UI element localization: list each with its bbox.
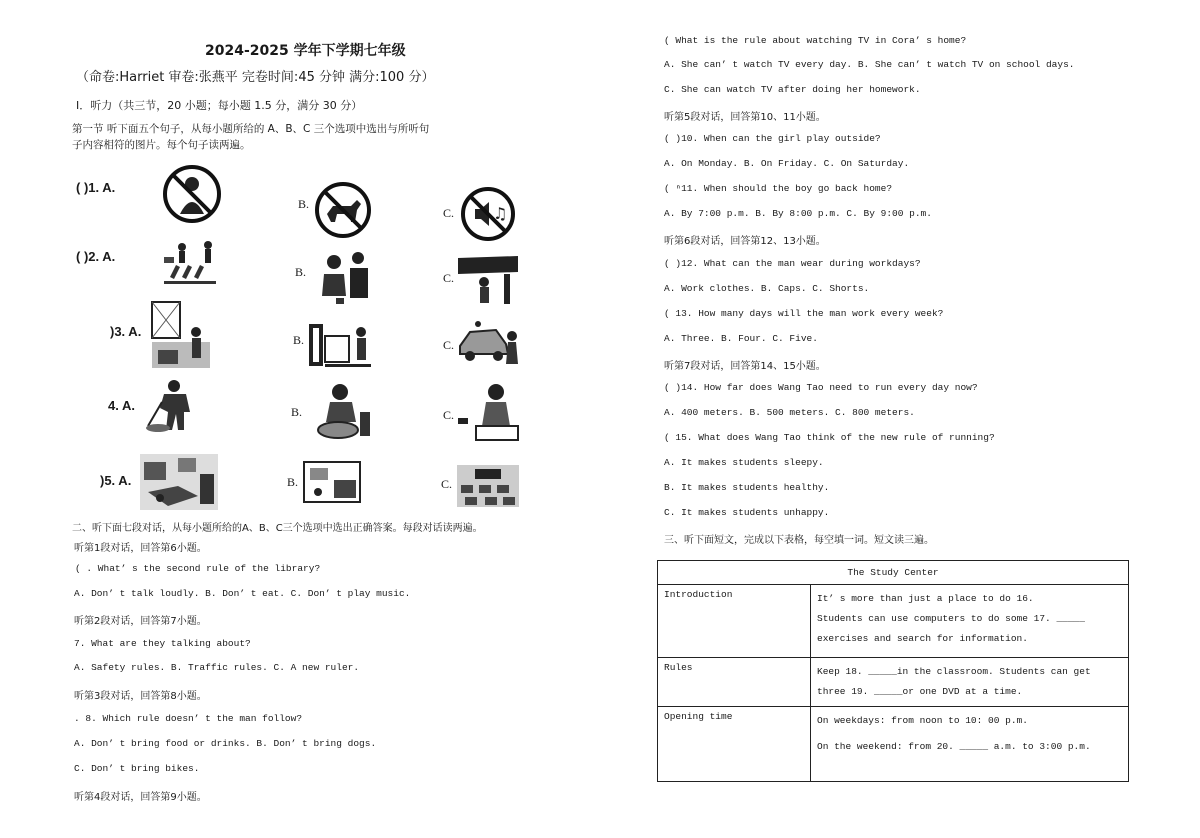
- part1-heading: I．听力（共三节，20 小题；每小题 1.5 分，满分 30 分）: [76, 99, 363, 112]
- table-row-label: Rules: [658, 657, 811, 706]
- table-row: [658, 585, 1129, 658]
- dialogue-5-instruction: 听第5段对话，回答第10、11小题。: [664, 112, 826, 123]
- question-1-label: ( )1. A.: [76, 180, 116, 195]
- study-center-table: [657, 560, 1129, 782]
- table-line: On the weekend: from 20. _____ a.m. to 3:00 p.m.: [817, 741, 1091, 753]
- question-9-option-c: C. She can watch TV after doing her homework.: [664, 84, 921, 95]
- svg-text:♫: ♫: [493, 204, 508, 223]
- question-3-option-b: B.: [293, 333, 305, 347]
- question-6-options: A. Don’ t talk loudly. B. Don’ t eat. C. Don’ t play music.: [74, 588, 411, 599]
- question-2-option-c: C.: [443, 271, 455, 285]
- question-1-option-c: C.: [443, 206, 455, 220]
- table-line: three 19. _____or one DVD at a time.: [817, 685, 1023, 697]
- question-7: 7. What are they talking about?: [74, 638, 251, 649]
- question-5-label: )5. A.: [100, 473, 132, 488]
- no-dogs-sign-icon: [313, 180, 373, 240]
- messy-room-icon: [138, 452, 220, 512]
- no-music-sign-icon: [459, 185, 517, 243]
- question-4-option-b: B.: [291, 405, 303, 419]
- section1-instruction-line1: 第一节 听下面五个句子，从每小题所给的 A、B、C 三个选项中选出与所听句: [72, 123, 430, 135]
- dialogue-7-instruction: 听第7段对话，回答第14、15小题。: [664, 361, 826, 372]
- question-12-options: A. Work clothes. B. Caps. C. Shorts.: [664, 283, 870, 294]
- table-line: It’ s more than just a place to do 16.: [817, 593, 1034, 605]
- table-line: Students can use computers to do some 17. _____: [817, 613, 1085, 625]
- car-scene-icon: [456, 318, 522, 372]
- question-15-option-b: B. It makes students healthy.: [664, 482, 830, 493]
- dialogue-1-instruction: 听第1段对话，回答第6小题。: [74, 543, 207, 554]
- table-line: exercises and search for information.: [817, 633, 1028, 645]
- dialogue-4-instruction: 听第4段对话，回答第9小题。: [74, 792, 207, 803]
- page-subtitle: （命卷:Harriet 审卷:张燕平 完卷时间:45 分钟 满分:100 分）: [76, 70, 435, 85]
- table-row-content: [811, 657, 1129, 706]
- question-2-option-b: B.: [295, 265, 307, 279]
- table-line: Keep 18. _____in the classroom. Students can get: [817, 665, 1091, 677]
- table-row-content: [811, 585, 1129, 658]
- question-11: ( ⁿ11. When should the boy go back home?: [664, 183, 893, 194]
- table-line: On weekdays: from noon to 10: 00 p.m.: [817, 715, 1028, 727]
- question-12: ( )12. What can the man wear during workdays?: [664, 258, 921, 269]
- question-8-option-c: C. Don’ t bring bikes.: [74, 763, 200, 774]
- question-13: ( 13. How many days will the man work every week?: [664, 308, 944, 319]
- tidy-room-icon: [302, 460, 362, 504]
- table-row-label: Opening time: [658, 707, 811, 782]
- page-title: 2024-2025 学年下学期七年级: [205, 43, 406, 59]
- dialogue-6-instruction: 听第6段对话，回答第12、13小题。: [664, 236, 826, 247]
- table-row: [658, 657, 1129, 706]
- washing-clothes-icon: [310, 382, 374, 442]
- question-13-options: A. Three. B. Four. C. Five.: [664, 333, 818, 344]
- house-scene-icon: [148, 298, 214, 370]
- part2-heading: 二、听下面七段对话，从每小题所给的A、B、C三个选项中选出正确答案。每段对话读两遍。: [72, 523, 483, 534]
- crosswalk-scene-icon: [160, 237, 220, 293]
- cooking-icon: [456, 382, 520, 442]
- classroom-icon: [455, 463, 521, 509]
- question-3-label: )3. A.: [110, 324, 142, 339]
- people-talking-icon: [316, 248, 374, 306]
- question-11-options: A. By 7:00 p.m. B. By 8:00 p.m. C. By 9:00 p.m.: [664, 208, 932, 219]
- question-3-option-c: C.: [443, 338, 455, 352]
- question-14-options: A. 400 meters. B. 500 meters. C. 800 meters.: [664, 407, 915, 418]
- question-5-option-c: C.: [441, 477, 453, 491]
- question-4-label: 4. A.: [108, 398, 135, 413]
- question-10: ( )10. When can the girl play outside?: [664, 133, 881, 144]
- question-5-option-b: B.: [287, 475, 299, 489]
- table-row-content: [811, 707, 1129, 782]
- dialogue-2-instruction: 听第2段对话，回答第7小题。: [74, 616, 207, 627]
- question-8: . 8. Which rule doesn’ t the man follow?: [74, 713, 303, 724]
- no-person-sign-icon: [160, 164, 224, 224]
- question-1-option-b: B.: [298, 197, 310, 211]
- part3-heading: 三、听下面短文，完成以下表格，每空填一词。短文读三遍。: [664, 535, 934, 546]
- question-15: ( 15. What does Wang Tao think of the new rule of running?: [664, 432, 995, 443]
- section1-instruction-line2: 子内容相符的图片。每个句子读两遍。: [72, 139, 251, 151]
- question-2-label: ( )2. A.: [76, 249, 116, 264]
- dialogue-3-instruction: 听第3段对话，回答第8小题。: [74, 691, 207, 702]
- question-6: ( . What’ s the second rule of the library?: [75, 563, 321, 574]
- question-15-option-a: A. It makes students sleepy.: [664, 457, 824, 468]
- classroom-scene-icon: [305, 318, 375, 370]
- sweeping-floor-icon: [144, 378, 210, 434]
- table-row: [658, 707, 1129, 782]
- question-8-options-ab: A. Don’ t bring food or drinks. B. Don’ t bring dogs.: [74, 738, 377, 749]
- table-row-label: Introduction: [658, 585, 811, 658]
- question-15-option-c: C. It makes students unhappy.: [664, 507, 830, 518]
- question-9: ( What is the rule about watching TV in Cora’ s home?: [664, 35, 967, 46]
- question-14: ( )14. How far does Wang Tao need to run every day now?: [664, 382, 978, 393]
- question-7-options: A. Safety rules. B. Traffic rules. C. A new ruler.: [74, 662, 360, 673]
- table-title: The Study Center: [658, 561, 1129, 585]
- person-under-roof-icon: [456, 252, 520, 306]
- question-10-options: A. On Monday. B. On Friday. C. On Saturday.: [664, 158, 910, 169]
- question-4-option-c: C.: [443, 408, 455, 422]
- question-9-options-ab: A. She can’ t watch TV every day. B. She can’ t watch TV on school days.: [664, 59, 1075, 70]
